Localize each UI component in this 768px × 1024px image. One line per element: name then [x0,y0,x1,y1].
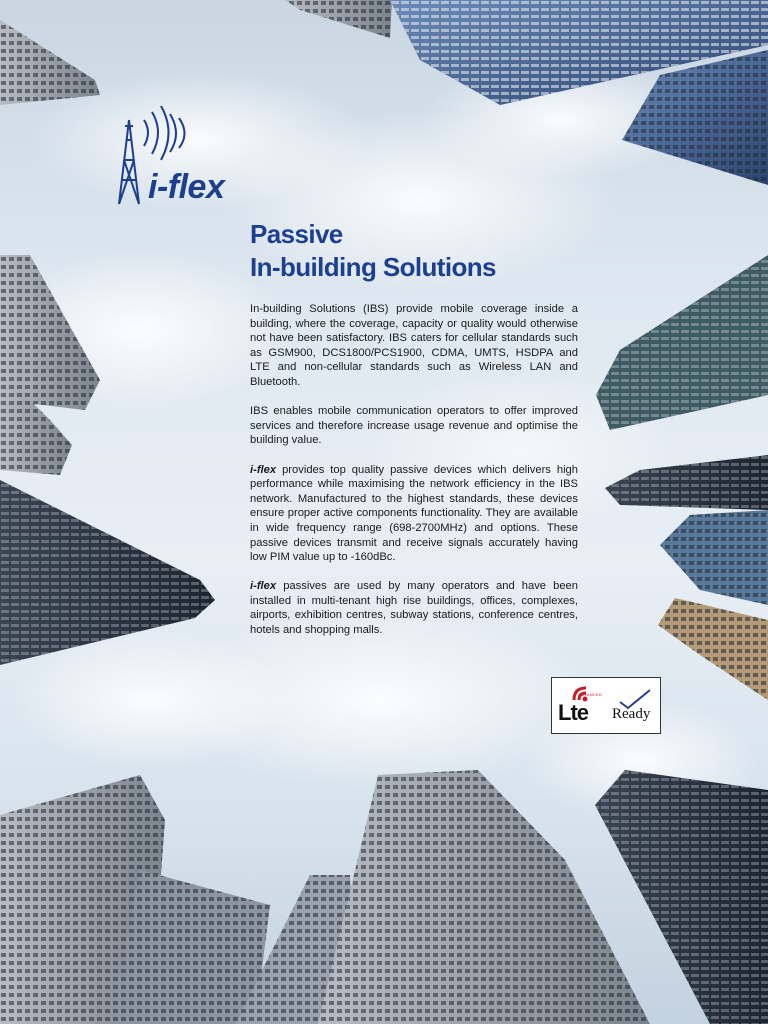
body-text [250,302,578,652]
brand-name: i-flex [250,463,277,476]
lte-advanced-label: ADVANCED [578,692,603,697]
paragraph-4-text: passives are used by many operators and have been installed in multi-tenant high rise buildings, offices, complexes, airports, exhibition centres, subway stations, conference centres, hotels and shopping malls. [250,580,578,637]
paragraph-1: In-building Solutions (IBS) provide mobile coverage inside a building, where the coverage, capacity or quality would otherwise not have been satisfactory. IBS caters for cellular standards such as GSM900, DCS1800/PCS1900, CDMA, UMTS, HSDPA and LTE and non-cellular standards such as Wireless LAN and Bluetooth. [250,303,578,388]
brand-logo-text: i-flex [148,168,225,206]
title-line-2: In-building Solutions [250,252,496,282]
brand-name: i-flex [250,580,277,593]
ready-label: Ready [612,706,651,722]
paragraph-4 [250,579,578,637]
lte-ready-badge [551,677,661,734]
paragraph-3-text: provides top quality passive devices which delivers high performance while maximising the network efficiency in the IBS network. Manufactured to the highest standards, these devices ensure proper active components functionality. They are available in wide frequency range (698-2700MHz) and options. These passive devices transmit and receive signals accurately having low PIM value up to -160dBc. [250,463,578,564]
paragraph-3 [250,463,578,565]
page-title [250,218,496,284]
paragraph-2: IBS enables mobile communication operators to offer improved services and therefore increase usage revenue and optimise the building value. [250,405,578,447]
title-line-1: Passive [250,219,343,249]
lte-logo-text: Lte [558,700,588,725]
